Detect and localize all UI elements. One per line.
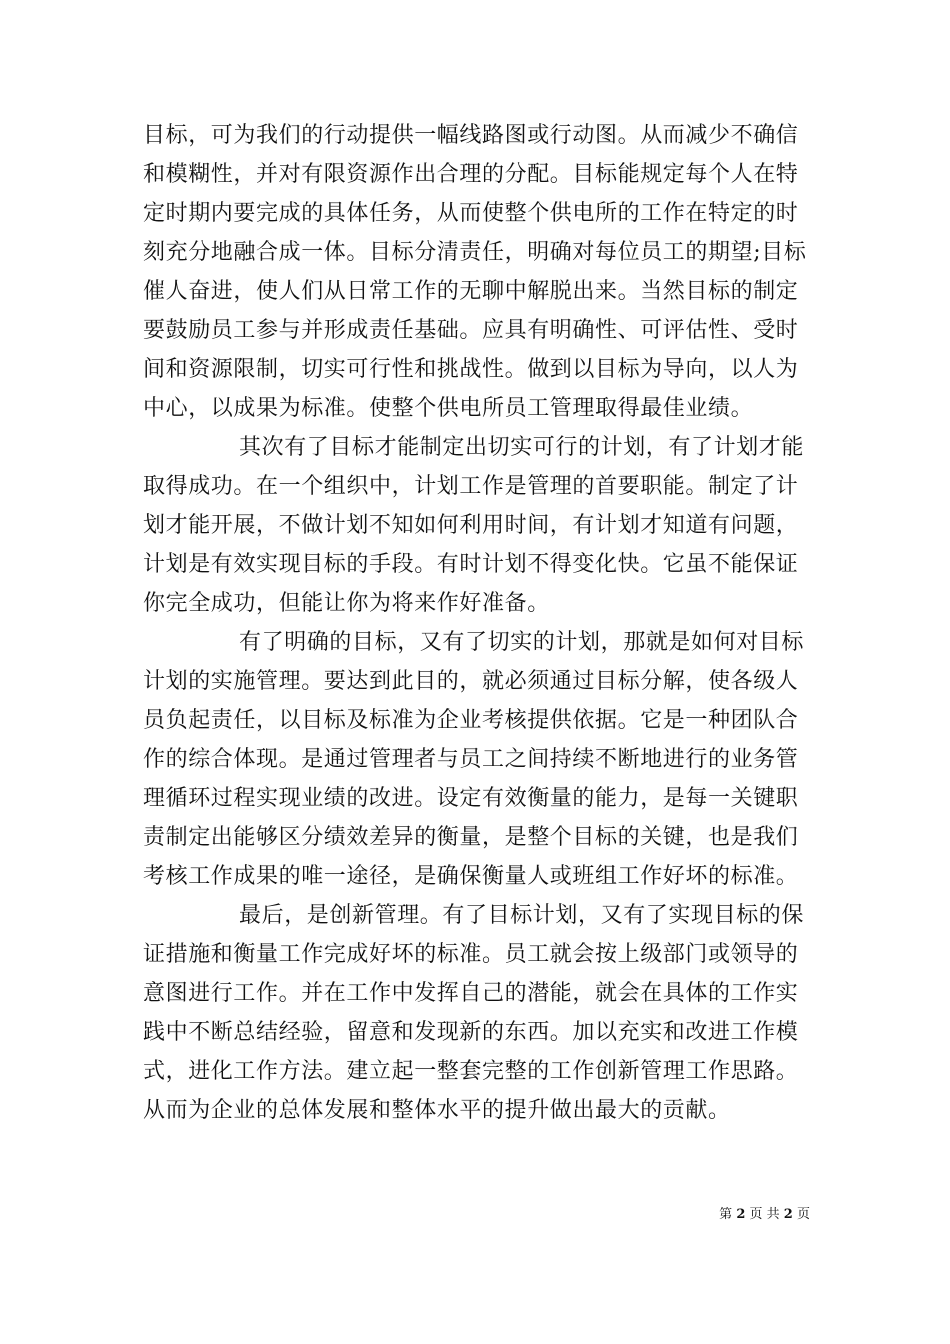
text-line: 意图进行工作。并在工作中发挥自己的潜能，就会在具体的工作实 (143, 981, 799, 1006)
text-line: 催人奋进，使人们从日常工作的无聊中解脱出来。当然目标的制定 (143, 279, 799, 304)
text-line: 刻充分地融合成一体。目标分清责任，明确对每位员工的期望;目标 (143, 240, 807, 265)
paragraph-start-line: 有了明确的目标，又有了切实的计划，那就是如何对目标 (239, 630, 805, 655)
text-line: 考核工作成果的唯一途径，是确保衡量人或班组工作好坏的标准。 (143, 864, 799, 889)
text-line: 中心，以成果为标准。使整个供电所员工管理取得最佳业绩。 (143, 396, 754, 421)
total-page-number: 2 (783, 1207, 793, 1222)
footer-middle: 页 共 (749, 1207, 780, 1222)
text-line: 践中不断总结经验，留意和发现新的东西。加以充实和改进工作模 (143, 1020, 799, 1045)
text-line: 定时期内要完成的具体任务，从而使整个供电所的工作在特定的时 (143, 201, 799, 226)
current-page-number: 2 (736, 1207, 746, 1222)
text-line: 式，进化工作方法。建立起一整套完整的工作创新管理工作思路。 (143, 1059, 799, 1084)
text-line: 间和资源限制，切实可行性和挑战性。做到以目标为导向，以人为 (143, 357, 799, 382)
text-line: 作的综合体现。是通过管理者与员工之间持续不断地进行的业务管 (143, 747, 799, 772)
paragraph-start-line: 最后，是创新管理。有了目标计划，又有了实现目标的保 (239, 903, 805, 928)
text-line: 取得成功。在一个组织中，计划工作是管理的首要职能。制定了计 (143, 474, 799, 499)
body-text (143, 116, 809, 1130)
text-line: 计划的实施管理。要达到此目的，就必须通过目标分解，使各级人 (143, 669, 799, 694)
footer-prefix: 第 (719, 1207, 733, 1222)
text-line: 从而为企业的总体发展和整体水平的提升做出最大的贡献。 (143, 1098, 731, 1123)
text-line: 理循环过程实现业绩的改进。设定有效衡量的能力，是每一关键职 (143, 786, 799, 811)
text-line: 员负起责任，以目标及标准为企业考核提供依据。它是一种团队合 (143, 708, 799, 733)
text-line: 目标，可为我们的行动提供一幅线路图或行动图。从而减少不确信 (143, 123, 799, 148)
page-footer (700, 1206, 810, 1224)
text-line: 划才能开展，不做计划不知如何利用时间，有计划才知道有问题， (143, 513, 799, 538)
text-line: 责制定出能够区分绩效差异的衡量，是整个目标的关键，也是我们 (143, 825, 799, 850)
paragraph-start-line: 其次有了目标才能制定出切实可行的计划，有了计划才能 (239, 435, 805, 460)
text-line: 证措施和衡量工作完成好坏的标准。员工就会按上级部门或领导的 (143, 942, 799, 967)
text-line: 你完全成功，但能让你为将来作好准备。 (143, 591, 550, 616)
footer-suffix: 页 (796, 1207, 810, 1222)
text-line: 计划是有效实现目标的手段。有时计划不得变化快。它虽不能保证 (143, 552, 799, 577)
text-line: 和模糊性，并对有限资源作出合理的分配。目标能规定每个人在特 (143, 162, 799, 187)
text-line: 要鼓励员工参与并形成责任基础。应具有明确性、可评估性、受时 (143, 318, 799, 343)
